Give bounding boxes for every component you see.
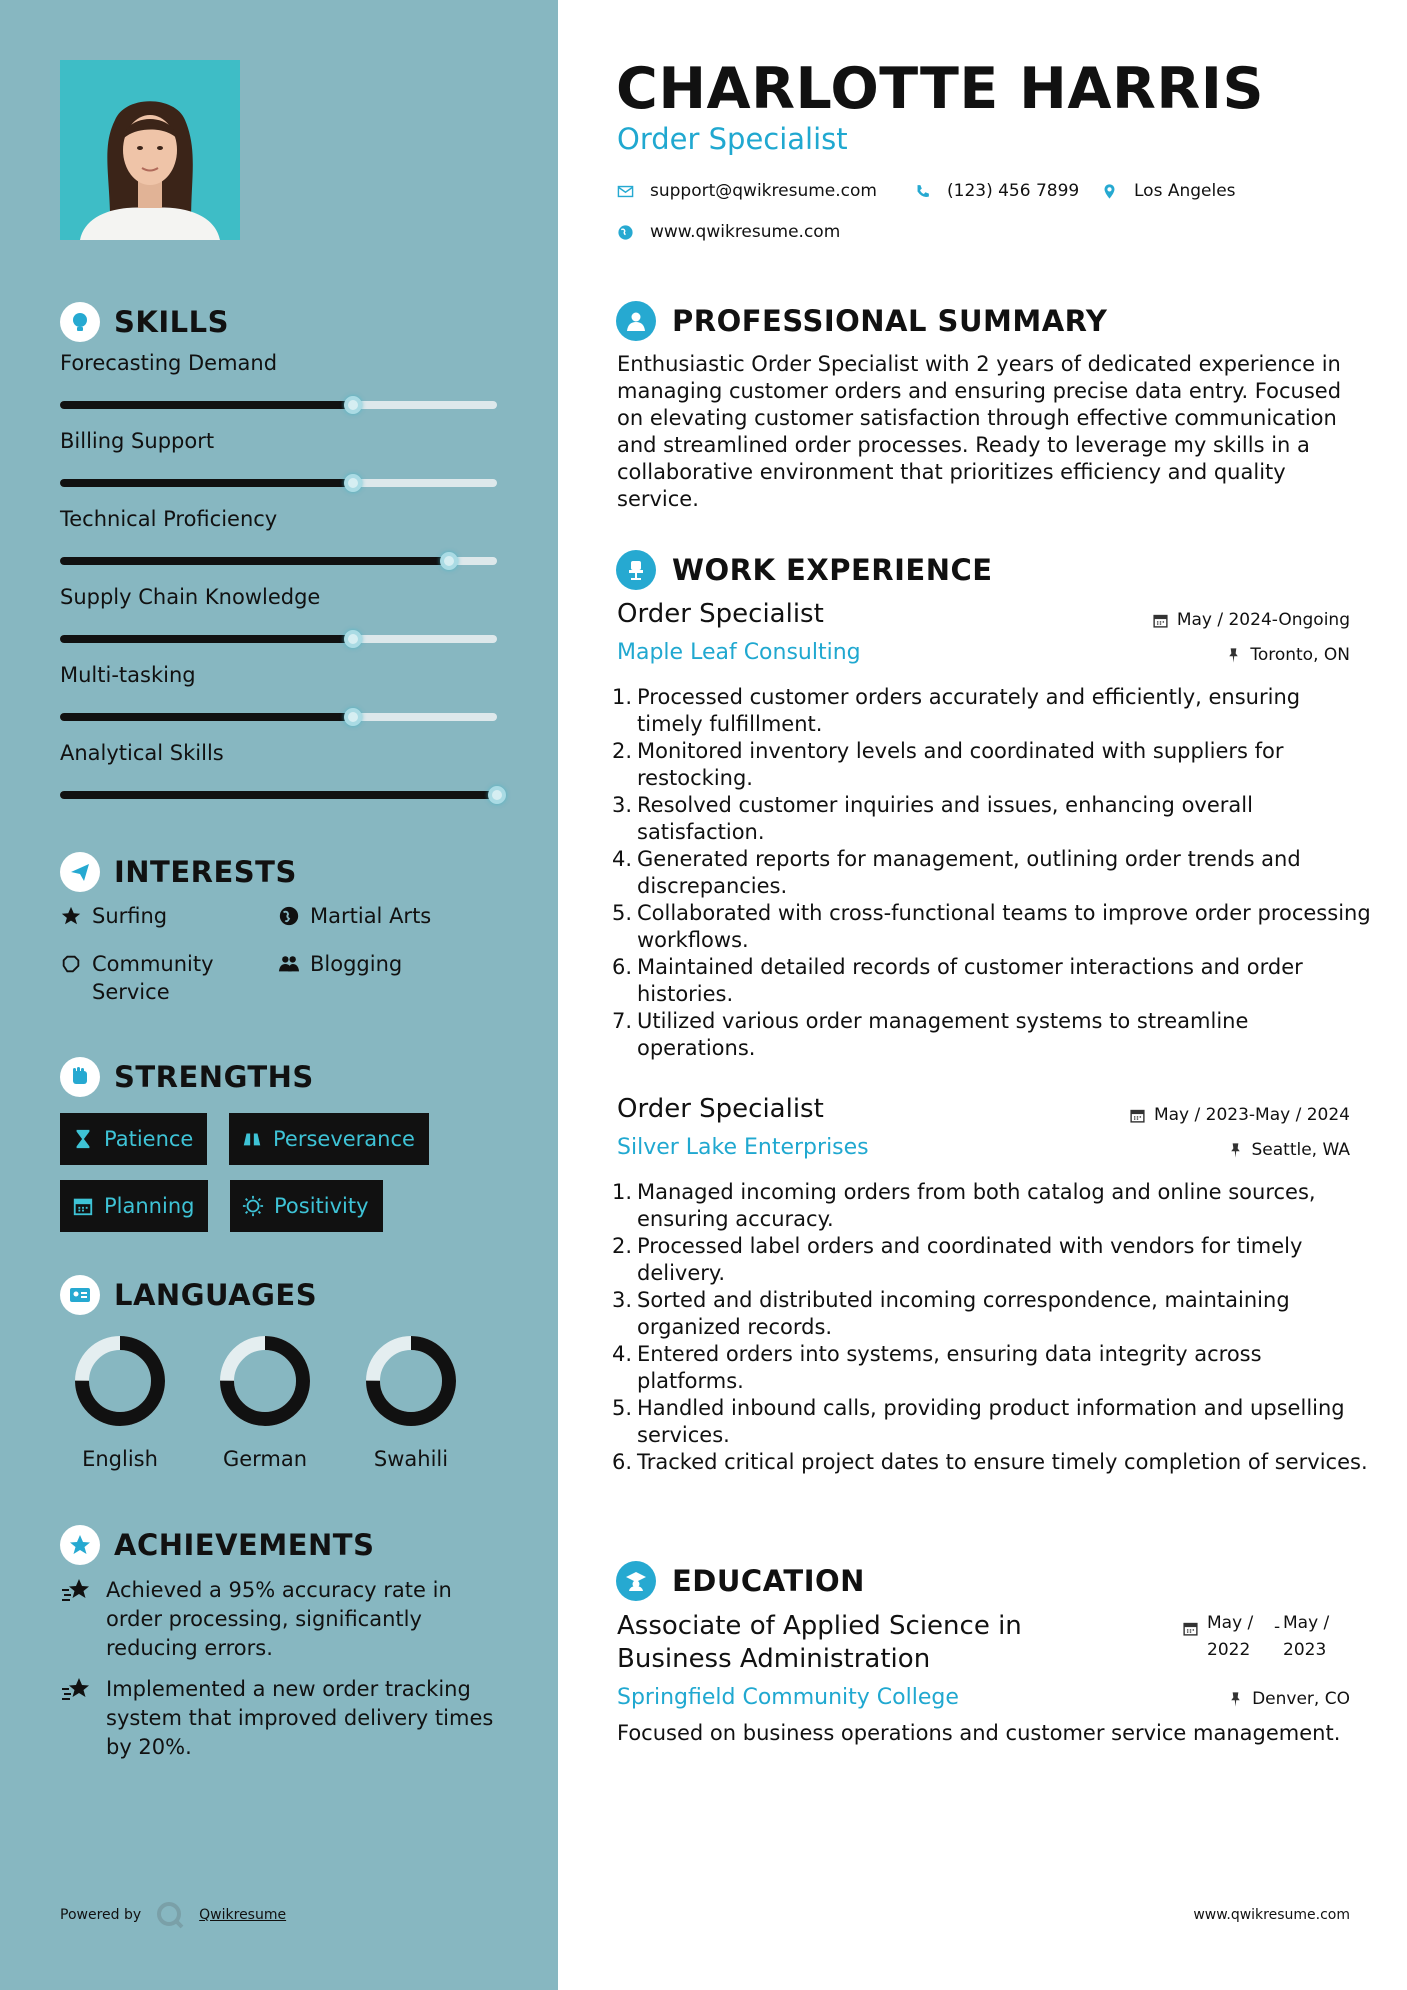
skill-bar [60,713,497,721]
skill-item [60,663,500,721]
job-bullet-text: Handled inbound calls, providing product information and upselling services. [637,1396,1345,1447]
contact-email-text: support@qwikresume.com [650,181,877,201]
pushpin-icon [1227,1142,1244,1159]
skill-item [60,741,500,799]
skill-bar-fill [60,401,353,409]
achievements-heading [60,1525,374,1565]
star-badge-icon [60,1525,100,1565]
strength-label: Patience [104,1127,194,1151]
skill-bar-knob [344,474,362,492]
contact-location-text: Los Angeles [1134,181,1236,201]
language-item [60,1333,180,1471]
skill-label: Billing Support [60,429,215,453]
job-bullet: 4. Generated reports for management, outlining order trends and discrepancies. [612,846,1372,900]
job-dates-text: May / 2023-May / 2024 [1153,1105,1350,1125]
hourglass-icon [72,1128,94,1150]
education-location-text: Denver, CO [1252,1689,1350,1709]
job-location-text: Seattle, WA [1251,1140,1350,1160]
job-bullet: 2. Monitored inventory levels and coordinated with suppliers for restocking. [612,738,1372,792]
hand-icon [60,953,82,975]
strength-badge [230,1180,383,1232]
job-bullet: 1. Processed customer orders accurately and efficiently, ensuring timely fulfillment. [612,684,1372,738]
strength-label: Perseverance [273,1127,415,1151]
job-dates-text: May / 2024-Ongoing [1176,610,1350,630]
job-location [1227,1140,1351,1160]
powered-by [60,1900,286,1930]
contact-location [1101,181,1236,201]
job-location [1225,645,1350,665]
job-title: Order Specialist [617,599,824,629]
skill-bar-knob [488,786,506,804]
education-heading [616,1560,865,1602]
education-degree: Associate of Applied Science in Business Administration [617,1611,1022,1674]
calendar-icon [1129,1107,1146,1124]
envelope-icon [617,183,634,200]
skill-bar-fill [60,791,497,799]
skill-item [60,351,500,409]
achievements-title: ACHIEVEMENTS [114,1528,375,1562]
achievement-item [60,1576,510,1663]
skill-label: Analytical Skills [60,741,224,765]
job-bullet-text: Generated reports for management, outlining order trends and discrepancies. [637,847,1301,898]
job-bullet-text: Processed label orders and coordinated with vendors for timely delivery. [637,1234,1303,1285]
job-bullet-text: Maintained detailed records of customer interactions and order histories. [637,955,1303,1006]
paper-plane-icon [60,852,100,892]
interest-item [278,902,431,930]
achievement-text: Achieved a 95% accuracy rate in order processing, significantly reducing errors. [106,1578,452,1660]
skill-bar [60,557,497,565]
experience-heading [616,549,993,591]
star-icon [60,905,82,927]
education-title: EDUCATION [672,1564,865,1598]
profile-photo [60,60,240,240]
job-bullet: 3. Sorted and distributed incoming correspondence, maintaining organized records. [612,1287,1372,1341]
skill-label: Technical Proficiency [60,507,278,531]
education-location [1227,1689,1350,1709]
job-bullet: 6. Maintained detailed records of customer interactions and order histories. [612,954,1372,1008]
job-bullet-text: Utilized various order management systems to streamline operations. [637,1009,1249,1060]
language-item [205,1333,325,1471]
sun-icon [242,1195,264,1217]
education-school: Springfield Community College [617,1685,959,1710]
interest-item [60,902,167,930]
job-bullets [612,684,1372,1062]
education-start-date: May / 2022 [1207,1613,1254,1660]
skill-bar-knob [344,630,362,648]
languages-heading [60,1275,317,1315]
phone-icon [914,183,931,200]
skill-bar-fill [60,713,353,721]
achievement-item [60,1675,510,1762]
calendar-icon [72,1195,94,1217]
qwikresume-logo-icon [155,1900,185,1930]
powered-by-label: Powered by [60,1907,142,1923]
candidate-name: CHARLOTTE HARRIS [616,56,1264,122]
job-bullet: 7. Utilized various order management systems to streamline operations. [612,1008,1372,1062]
job-bullet-text: Processed customer orders accurately and efficiently, ensuring timely fulfillment. [637,685,1301,736]
strength-label: Planning [104,1194,195,1218]
map-pin-icon [1101,183,1118,200]
lightbulb-icon [60,302,100,342]
language-ring [72,1333,168,1429]
summary-text: Enthusiastic Order Specialist with 2 years of dedicated experience in managing customer orders and ensuring precise data entry. Focused on elevating customer satisfaction through effective communication and streamlined order processes. Ready to leverage my skills in a collaborative environment that prioritizes efficiency and quality service. [617,352,1342,511]
sidebar [0,0,558,1990]
interest-label: Blogging [310,952,403,976]
contact-phone[interactable] [914,181,1079,201]
job-bullet: 2. Processed label orders and coordinated with vendors for timely delivery. [612,1233,1372,1287]
strengths-heading [60,1057,314,1097]
job-bullet-text: Tracked critical project dates to ensure timely completion of services. [637,1450,1368,1474]
interest-label: Surfing [92,904,168,928]
qwikresume-link[interactable]: Qwikresume [199,1907,287,1923]
users-icon [278,953,300,975]
skill-bar-knob [344,708,362,726]
skill-label: Forecasting Demand [60,351,278,375]
languages-title: LANGUAGES [114,1278,318,1312]
job-bullet: 5. Handled inbound calls, providing product information and upselling services. [612,1395,1372,1449]
skill-bar [60,791,497,799]
graduate-icon [616,1561,656,1601]
language-ring [217,1333,313,1429]
globe-icon [278,905,300,927]
profile-photo-image [60,60,240,240]
binoculars-icon [241,1128,263,1150]
skills-heading [60,302,229,342]
interest-item [60,950,250,1006]
job-bullet: 6. Tracked critical project dates to ensure timely completion of services. [612,1450,1368,1474]
strengths-title: STRENGTHS [114,1060,314,1094]
contact-website[interactable] [617,222,840,242]
achievement-text: Implemented a new order tracking system that improved delivery times by 20%. [106,1677,494,1759]
job-title: Order Specialist [617,1094,824,1124]
interests-heading [60,852,297,892]
job-bullets [612,1179,1372,1476]
experience-title: WORK EXPERIENCE [672,553,993,587]
skill-item [60,585,500,643]
skill-bar-knob [344,396,362,414]
shooting-star-icon [60,1576,92,1606]
skills-title: SKILLS [114,305,229,339]
skill-item [60,507,500,565]
language-label: Swahili [373,1447,449,1471]
pushpin-icon [1225,647,1242,664]
interests-title: INTERESTS [114,855,297,889]
job-dates [1129,1105,1350,1125]
skill-bar-fill [60,635,353,643]
contact-website-text: www.qwikresume.com [650,222,841,242]
job-bullet: 5. Collaborated with cross-functional teams to improve order processing workflows. [612,901,1371,952]
job-company: Silver Lake Enterprises [617,1135,869,1160]
skill-bar-fill [60,479,353,487]
main-content [558,0,1407,1990]
skill-bar-knob [440,552,458,570]
strength-label: Positivity [274,1194,369,1218]
summary-title: PROFESSIONAL SUMMARY [672,304,1108,338]
job-bullet-text: Resolved customer inquiries and issues, enhancing overall satisfaction. [637,793,1253,844]
skill-bar-fill [60,557,449,565]
skill-label: Multi-tasking [60,663,196,687]
education-date-separator: - [1274,1617,1281,1637]
contact-email[interactable] [617,181,877,201]
job-bullet-text: Managed incoming orders from both catalog and online sources, ensuring accuracy. [637,1180,1316,1231]
strength-badge [60,1180,208,1232]
interest-label: Community Service [92,952,214,1004]
skill-item [60,429,500,487]
candidate-role: Order Specialist [617,122,848,156]
job-bullet: 4. Entered orders into systems, ensuring data integrity across platforms. [612,1341,1372,1395]
language-label: English [82,1447,158,1471]
job-bullet: 3. Resolved customer inquiries and issues, enhancing overall satisfaction. [612,792,1372,846]
job-bullet-text: Entered orders into systems, ensuring data integrity across platforms. [637,1342,1262,1393]
skill-label: Supply Chain Knowledge [60,585,321,609]
skill-bar [60,635,497,643]
footer-website[interactable]: www.qwikresume.com [1193,1907,1350,1923]
skill-bar [60,401,497,409]
interest-item [278,950,402,978]
interest-label: Martial Arts [310,904,432,928]
summary-heading [616,300,1107,342]
calendar-icon [1152,612,1169,629]
globe-icon [617,224,634,241]
pushpin-icon [1227,1691,1244,1708]
skill-bar [60,479,497,487]
job-dates [1152,610,1350,630]
job-bullet-text: Collaborated with cross-functional teams to improve order processing workflows. [637,901,1371,952]
education-description: Focused on business operations and customer service management. [617,1721,1341,1745]
office-chair-icon [616,550,656,590]
strength-badge [60,1113,207,1165]
language-ring [363,1333,459,1429]
language-item [351,1333,471,1471]
language-label: German [222,1447,308,1471]
job-bullet-text: Sorted and distributed incoming correspondence, maintaining organized records. [637,1288,1290,1339]
job-company: Maple Leaf Consulting [617,640,861,665]
job-location-text: Toronto, ON [1250,645,1350,665]
strength-badge [229,1113,429,1165]
contact-phone-text: (123) 456 7899 [947,181,1080,201]
job-bullet-text: Monitored inventory levels and coordinated with suppliers for restocking. [637,739,1284,790]
fist-icon [60,1057,100,1097]
calendar-icon [1182,1620,1199,1641]
education-end-date: May / 2023 [1283,1613,1330,1660]
user-icon [616,301,656,341]
shooting-star-icon [60,1675,92,1705]
id-card-icon [60,1275,100,1315]
job-bullet: 1. Managed incoming orders from both catalog and online sources, ensuring accuracy. [612,1179,1372,1233]
